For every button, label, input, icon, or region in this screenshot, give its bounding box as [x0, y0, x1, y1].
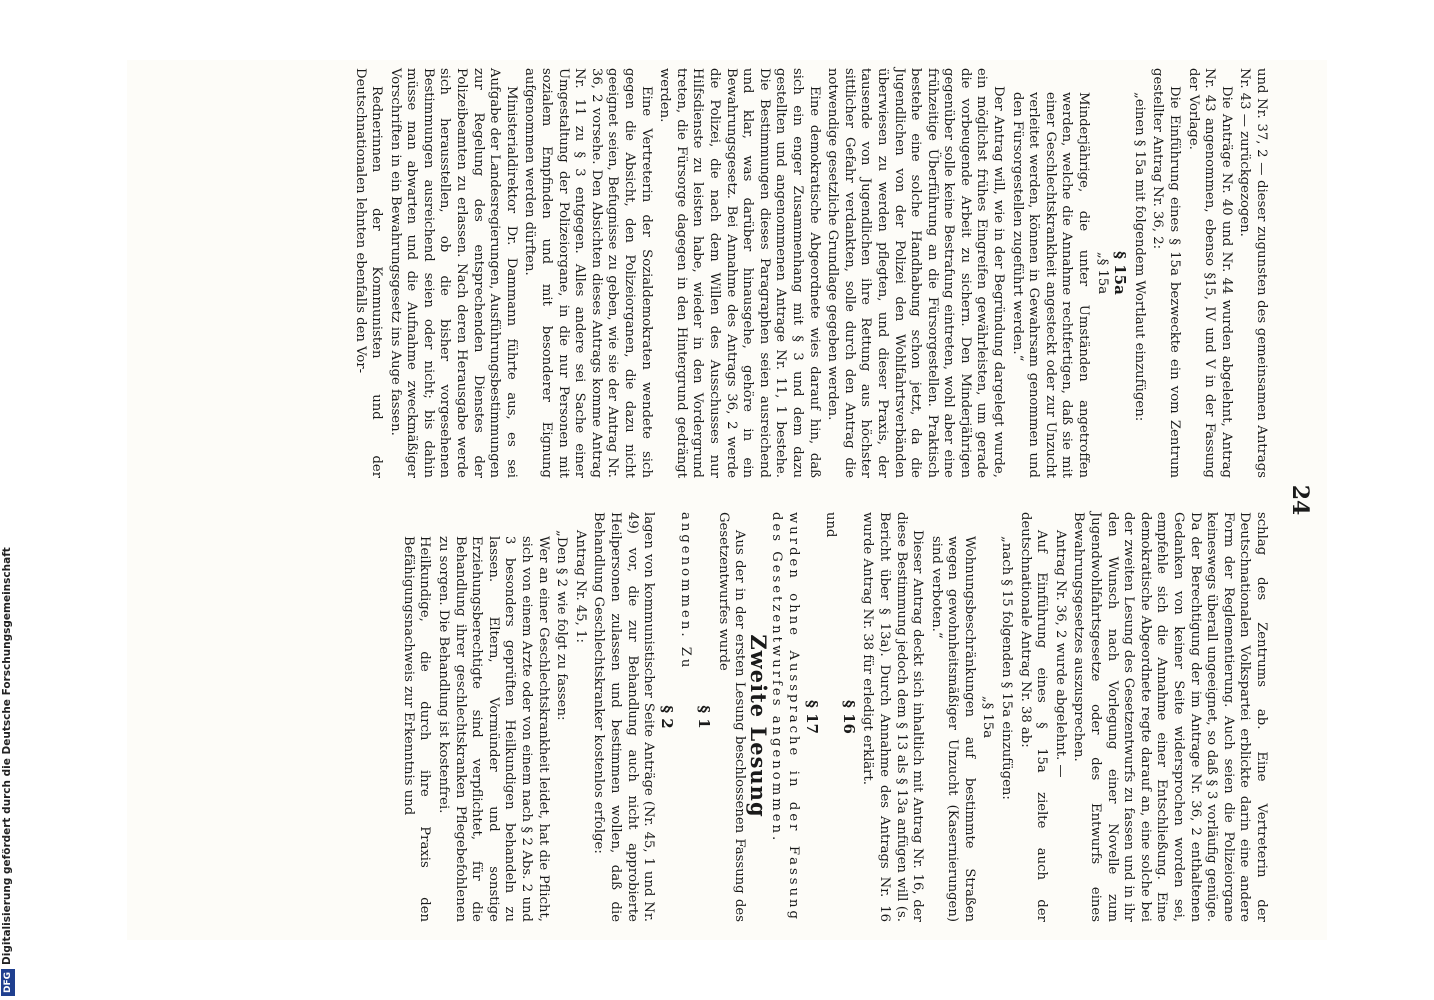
credit-text: Digitalisierung gefördert durch die Deutsche Forschungsgemeinschaft — [1, 547, 13, 965]
section-heading: § 15a — [1111, 251, 1130, 295]
page-number: 24 — [1287, 484, 1313, 516]
section-heading: § 16 — [839, 700, 858, 734]
paragraph: Antrag Nr. 36, 2 wurde abgelehnt. — — [1052, 530, 1068, 778]
paragraph: schlag des Zentrums ab. Eine Vertreterin der Deutschnationalen Volkspartei erblickte darin eine andere Form der Reglementierung. Auch seien die Polizeiorgane keineswegs überall ungeeignet, so daß § 3 vorläufig genüge. Da der Berechtigung der im Antrage Nr. 36, 2 enthaltenen Gedanken von keiner Seite widersprochen worden sei, empfehle sich die Annahme einer Entschließung. Eine demokratische Abgeordnete regte darauf an, eine solche bei der zweiten Lesung des Gesetzentwurfs zu fassen und in ihr den Wunsch nach Vorlegung einer Novelle zum Jugendwohlfahrtsgesetze oder des Entwurfs eines Bewahrungsgesetzes auszusprechen. — [1071, 512, 1269, 922]
quote: „nach § 15 folgenden § 15a einzufügen: — [999, 536, 1015, 800]
paragraph: Die Einführung eines § 15a bezweckte ein vom Zentrum gestellter Antrag Nr. 36, 2: — [1150, 68, 1183, 478]
paragraph: Dieser Antrag deckt sich inhaltlich mit Antrag Nr. 16, der diese Bestimmung jedoch dem § 13 als § 13a anfügen will (s. Bericht über § 13a). Durch Annahme des Antrags Nr. 16 wurde Antrag Nr. 38 für erledigt erklärt. — [860, 512, 926, 922]
paragraph: Aus der in der ersten Lesung beschlossenen Fassung des Gesetzentwurfes wurde — [715, 512, 748, 922]
right-column — [397, 512, 1269, 922]
paragraph: und Nr. 37, 2 — dieser zugunsten des gemeinsamen Antrags Nr. 43 — zurückgezogen. — [1237, 68, 1269, 478]
paragraph: Der Antrag will, wie in der Begründung dargelegt wurde, ein möglichst frühes Eingreifen gewährleisten, um gerade die vorbeugende Arbeit zu sichern. Den Minderjährigen gegenüber solle keine Bestrafung eintreten, wohl aber eine frühzeitige Überführung an die Fürsorgestellen. Praktisch bestehe eine solche Handhabung schon jetzt, da die Jugendlichen von der Polizei den Wohlfahrtsverbänden überwiesen zu werden pflegten, und dieser Praxis, der tausende von Jugendlichen ihre Rettung aus höchster sittlicher Gefahr verdankten, solle durch den Antrag die notwendige gesetzliche Grundlage gegeben werden. — [825, 68, 1007, 478]
quote-heading: „§ 15a — [980, 695, 996, 739]
paragraph: Rednerinnen der Kommunisten und der Deutschnationalen lehnten ebenfalls den Vor- — [352, 68, 385, 478]
paragraph: Die Anträge Nr. 40 und Nr. 44 wurden abgelehnt, Antrag Nr. 43 angenommen, ebenso §15, IV und V in der Fassung der Vorlage. — [1185, 68, 1234, 478]
quote: Heilkundige, die durch ihre Praxis den Befähigungsnachweis zur Erkenntnis und — [400, 536, 433, 922]
paragraph: Eine Vertreterin der Sozialdemokraten wendete sich gegen die Absicht, den Polizeiorganen, die dazu nicht geeignet seien, Befugnisse zu geben, wie sie der Antrag Nr. 36, 2 vorsehe. Den Absichten dieses Antrags komme Antrag Nr. 11 zu § 3 entgegen. Alles andere sei Sache einer Umgestaltung der Polizeiorgane, in die nur Personen mit sozialem Empfinden und mit besonderer Eignung aufgenommen werden dürften. — [522, 68, 654, 478]
paragraph: Auf Einführung eines § 15a zielte auch der deutschnationale Antrag Nr. 38 ab: — [1017, 512, 1050, 922]
paragraph: Antrag Nr. 45, 1: — [572, 530, 588, 643]
paragraph: Ministerialdirektor Dr. Dammann führte aus, es sei Aufgabe der Landesregierungen, Ausführungsbestimmungen zur Regelung des entsprechenden Dienstes der Polizeibeamten zu erlassen. Nach deren Herausgabe werde sich herausstellen, ob die bisher vorgesehenen Bestimmungen ausreichend seien oder nicht; bis dahin müsse man abwarten und die Aufnahme zweckmäßiger Vorschriften in ein Bewahrungsgesetz ins Auge fassen. — [387, 68, 519, 478]
section-heading: § 2 — [657, 705, 676, 729]
section-heading: § 17 — [802, 700, 821, 734]
paragraph: lagen von kommunistischer Seite Anträge (Nr. 45, 1 und Nr. 49) vor, die zur Behandlung auch nicht approbierte Heilpersonen zulassen und bestimmen wollen, daß die Behandlung Geschlechtskranker kostenlos erfolge: — [591, 512, 657, 922]
quote-heading: „§ 15a — [1094, 251, 1110, 295]
quote: Minderjährige, die unter Umständen angetroffen werden, welche die Annahme rechtfertigen, daß sie mit einer Geschlechtskrankheit angesteckt oder zur Unzucht verleitet werden, können in Gewahrsam genommen und den Fürsorgestellen zugeführt werden.“ — [1009, 92, 1092, 478]
left-column — [349, 68, 1269, 478]
quote: Wer an einer Geschlechtskrankheit leidet, hat die Pflicht, sich von einem Arzte oder von einem nach § 2 Abs. 2 und 3 besonders geprüften Heilkundigen behandeln zu lassen. Eltern, Vormünder und sonstige Erziehungsberechtigte sind verpflichtet, für die Behandlung ihrer geschlechtskranken Pflegebefohlenen zu sorgen. Die Behandlung ist kostenfrei. — [436, 536, 551, 922]
quote: „einen § 15a mit folgendem Wortlaut einzufügen: — [1131, 92, 1147, 422]
paragraph: „Den § 2 wie folgt zu fassen: — [554, 530, 570, 721]
paragraph: angenommen. Zu — [678, 512, 694, 671]
paragraph: Eine demokratische Abgeordnete wies darauf hin, daß sich ein enger Zusammenhang mit § 3 und dem dazu gestellten und angenommenen Antrage Nr. 11, 1 bestehe. Die Bestimmungen dieses Paragraphen seien ausreichend und klar, was darüber hinausgehe, gehöre in ein Bewahrungsgesetz. Bei Annahme des Antrags 36, 2 werde die Polizei, die nach dem Willen des Ausschusses nur Hilfsdienste zu leisten habe, wieder in den Vordergrund treten, die Fürsorge dagegen in den Hintergrund gedrängt werden. — [657, 68, 822, 478]
funding-credit — [0, 0, 14, 1000]
document-page — [127, 60, 1327, 940]
paragraph: und — [823, 512, 839, 538]
section-heading: § 1 — [695, 705, 713, 729]
reading-heading: Zweite Lesung — [745, 634, 771, 818]
dfg-logo: DFG — [1, 969, 15, 996]
paragraph: wurden ohne Aussprache in der Fassung des Gesetzentwurfes angenommen. — [769, 512, 801, 922]
quote: Wohnungsbeschränkungen auf bestimmte Straßen wegen gewohnheitsmäßiger Unzucht (Kasernierungen) sind verboten.“ — [928, 536, 977, 922]
